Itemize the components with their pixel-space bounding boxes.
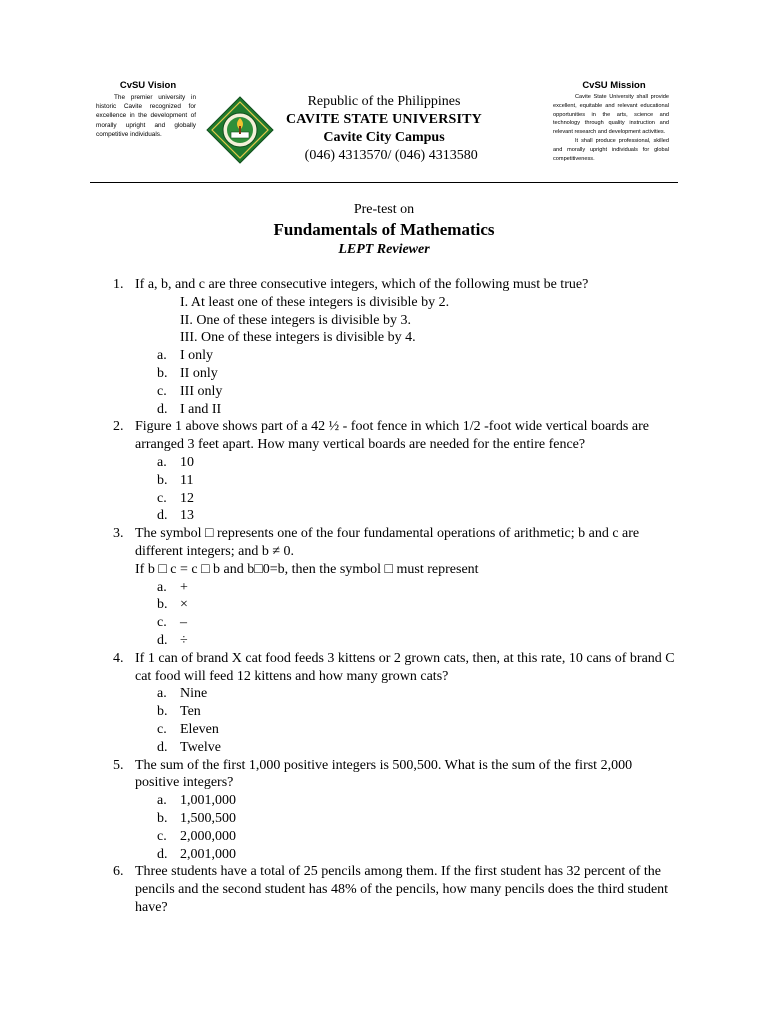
mission-text-wrap	[553, 93, 669, 137]
option-text: 11	[180, 472, 194, 488]
option-text: 2,001,000	[180, 846, 236, 862]
header-divider	[90, 182, 678, 183]
option-text: 1,001,000	[180, 793, 236, 809]
option-text: Twelve	[180, 739, 222, 755]
vision-block	[96, 80, 196, 139]
option-letter: b.	[157, 472, 168, 488]
option-text: 10	[180, 454, 194, 470]
answer-option	[0, 721, 768, 739]
document-title-block	[0, 201, 768, 259]
option-text: ÷	[180, 632, 188, 648]
question-text: Figure 1 above shows part of a 42 ½ - foot fence in which 1/2 -foot wide vertical boards are arranged 3 feet apart. How many vertical boards are needed for the entire fence?	[135, 419, 649, 453]
option-text: I and II	[180, 401, 222, 417]
question-statement: II. One of these integers is divisible by 3.	[180, 312, 411, 328]
option-text: Nine	[180, 686, 208, 702]
answer-option	[0, 401, 768, 419]
phone-numbers:   (046) 4313570/ (046) 4313580	[290, 148, 478, 163]
document-subtitle: LEPT Reviewer	[338, 242, 430, 257]
answer-option	[0, 685, 768, 703]
option-letter: d.	[157, 846, 168, 862]
option-letter: a.	[157, 348, 167, 364]
mission-text-wrap-2	[553, 137, 669, 163]
option-text: +	[180, 579, 188, 595]
question-text: The symbol □ represents one of the four fundamental operations of arithmetic; b and c are different integers; and b ≠ 0.	[135, 526, 640, 559]
option-letter: a.	[157, 793, 167, 809]
option-letter: b.	[157, 704, 168, 720]
option-letter: d.	[157, 739, 168, 755]
answer-option	[0, 632, 768, 650]
question-text: Three students have a total of 25 pencils among them. If the first student has 32 percent of the pencils and the second student has 48% of the pencils, how many pencils does the third student have?	[135, 864, 669, 915]
option-text: III only	[180, 383, 223, 399]
option-text: –	[180, 615, 187, 631]
option-letter: d.	[157, 508, 168, 524]
republic-line: Republic of the Philippines	[307, 94, 461, 109]
question-item	[0, 863, 768, 916]
option-text: Ten	[180, 704, 201, 720]
question-item	[0, 276, 768, 418]
option-letter: d.	[157, 401, 168, 417]
answer-option	[0, 614, 768, 632]
mission-text-1: Cavite State University shall provide excellent, equitable and relevant educational opportunities in the arts, science and technology through quality instruction and relevant research and development activities.	[553, 94, 669, 136]
vision-title: CvSU Vision	[119, 80, 177, 91]
option-letter: c.	[157, 828, 167, 844]
question-number: 4.	[113, 650, 124, 666]
option-text: II only	[180, 365, 218, 381]
option-text: ×	[180, 597, 188, 613]
question-item	[0, 418, 768, 525]
answer-option	[0, 507, 768, 525]
option-letter: b.	[157, 810, 168, 826]
question-list	[0, 276, 768, 917]
option-letter: b.	[157, 365, 168, 381]
answer-option	[0, 739, 768, 757]
option-letter: a.	[157, 454, 167, 470]
question-statement: I. At least one of these integers is divisible by 2.	[180, 294, 450, 310]
vision-text: The premier university in historic Cavite recognized for excellence in the development of morally upright and globally competitive individuals.	[96, 94, 196, 138]
answer-option	[0, 703, 768, 721]
option-letter: c.	[157, 615, 167, 631]
answer-option	[0, 490, 768, 508]
question-item	[0, 525, 768, 650]
mission-title: CvSU Mission	[582, 80, 646, 91]
pretest-label: Pre-test on	[353, 202, 415, 217]
option-letter: c.	[157, 721, 167, 737]
answer-option	[0, 383, 768, 401]
answer-option	[0, 579, 768, 597]
option-letter: c.	[157, 490, 167, 506]
option-letter: a.	[157, 579, 167, 595]
option-letter: c.	[157, 383, 167, 399]
question-number: 6.	[113, 864, 124, 880]
answer-option	[0, 596, 768, 614]
answer-option	[0, 792, 768, 810]
option-text: 12	[180, 490, 194, 506]
option-text: Eleven	[180, 721, 219, 737]
answer-option	[0, 347, 768, 365]
option-text: 1,500,500	[180, 810, 236, 826]
campus-name: Cavite City Campus	[323, 130, 445, 145]
answer-option	[0, 810, 768, 828]
answer-option	[0, 846, 768, 864]
option-text: 13	[180, 508, 194, 524]
institution-header	[250, 93, 518, 165]
university-name: CAVITE STATE UNIVERSITY	[286, 112, 482, 127]
option-letter: a.	[157, 686, 167, 702]
mission-text-2: It shall produce professional, skilled and morally upright individuals for global competitiveness.	[553, 137, 669, 162]
document-title: Fundamentals of Mathematics	[273, 220, 495, 239]
question-number: 2.	[113, 419, 124, 435]
vision-text-wrap	[96, 93, 196, 139]
option-letter: b.	[157, 597, 168, 613]
option-text: 2,000,000	[180, 828, 236, 844]
option-letter: d.	[157, 632, 168, 648]
question-item	[0, 757, 768, 864]
answer-option	[0, 472, 768, 490]
answer-option	[0, 365, 768, 383]
question-number: 1.	[113, 277, 124, 292]
question-text: If 1 can of brand X cat food feeds 3 kittens or 2 grown cats, then, at this rate, 10 cans of brand C cat food will feed 12 kittens and how many grown cats?	[135, 650, 675, 684]
question-number: 3.	[113, 526, 124, 542]
question-extra-text: If b □ c = c □ b and b□0=b, then the symbol □ must represent	[135, 561, 479, 577]
answer-option	[0, 828, 768, 846]
option-text: I only	[180, 348, 214, 364]
question-text: If a, b, and c are three consecutive integers, which of the following must be true?	[135, 277, 589, 292]
question-text: The sum of the first 1,000 positive integers is 500,500. What is the sum of the first 2,000 positive integers?	[135, 757, 633, 791]
question-item	[0, 650, 768, 757]
mission-block	[553, 80, 669, 163]
question-number: 5.	[113, 757, 124, 773]
question-statement: III. One of these integers is divisible by 4.	[180, 330, 416, 346]
answer-option	[0, 454, 768, 472]
